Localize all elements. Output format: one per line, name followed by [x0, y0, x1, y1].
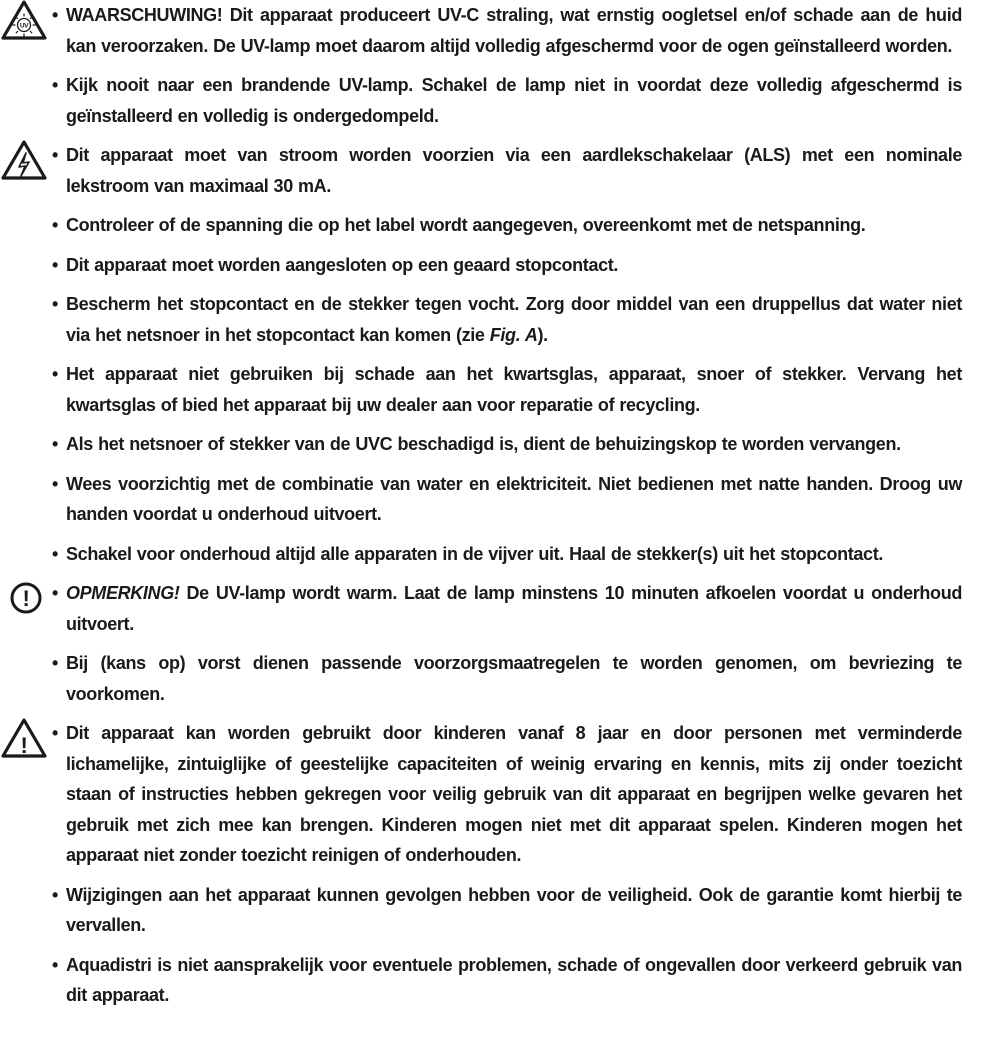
bullet-icon: •	[52, 215, 58, 235]
caution-icon-label: !	[20, 733, 28, 758]
emphasis-text: Fig. A	[489, 324, 538, 345]
note-icon	[0, 576, 48, 620]
item-text: Aquadistri is niet aansprakelijk voor eventuele problemen, schade of ongevallen door verkeerd gebruik van dit apparaat.	[66, 954, 962, 1005]
safety-item	[0, 880, 970, 941]
safety-item	[0, 210, 970, 241]
item-text: WAARSCHUWING! Dit apparaat produceert UV-C straling, wat ernstig oogletsel en/of schade aan de huid kan veroorzaken. De UV-lamp moet daarom altijd volledig afgeschermd voor de ogen geïnstalleerd worden.	[66, 5, 962, 56]
item-text: Dit apparaat kan worden gebruikt door kinderen vanaf 8 jaar en door personen met verminderde lichamelijke, zintuiglijke of geestelijke capaciteiten of weinig ervaring en kennis, mits zij onder toezicht staan of instructies hebben gekregen voor veilig gebruik van dit apparaat en begrijpen welke gevaren het gebruik met zich mee kan brengen. Kinderen mogen niet met dit apparaat spelen. Kinderen mogen het apparaat niet zonder toezicht reinigen of onderhouden.	[66, 723, 962, 865]
safety-item	[0, 469, 970, 530]
bullet-icon: •	[52, 954, 58, 975]
safety-item	[0, 578, 970, 639]
bullet-icon: •	[52, 434, 58, 454]
item-text: Als het netsnoer of stekker van de UVC beschadigd is, dient de behuizingskop te worden vervangen.	[66, 434, 901, 454]
safety-item	[0, 950, 970, 1011]
bullet-icon: •	[52, 723, 58, 743]
bullet-icon: •	[52, 75, 58, 95]
uv-icon-label: UV	[19, 22, 29, 30]
note-icon-label: !	[22, 586, 30, 611]
item-text: Dit apparaat moet van stroom worden voorzien via een aardlekschakelaar (ALS) met een nominale lekstroom van maximaal 30 mA.	[66, 145, 962, 196]
item-text: Kijk nooit naar een brandende UV-lamp. Schakel de lamp niet in voordat deze volledig afgeschermd is geïnstalleerd en volledig is ondergedompeld.	[66, 75, 962, 126]
item-text: Dit apparaat moet worden aangesloten op een geaard stopcontact.	[66, 254, 619, 275]
item-text: ).	[537, 324, 548, 345]
caution-icon	[0, 716, 48, 760]
item-text: Wijzigingen aan het apparaat kunnen gevolgen hebben voor de veiligheid. Ook de garantie komt hierbij te vervallen.	[66, 884, 962, 935]
electrical-hazard-icon	[0, 138, 48, 182]
safety-item	[0, 0, 970, 61]
safety-item	[0, 250, 970, 281]
bullet-icon: •	[52, 5, 58, 25]
uv-warning-icon	[0, 0, 48, 42]
safety-item	[0, 70, 970, 131]
item-text: De UV-lamp wordt warm. Laat de lamp minstens 10 minuten afkoelen voordat u onderhoud uitvoert.	[66, 583, 962, 634]
item-text: Controleer of de spanning die op het label wordt aangegeven, overeenkomt met de netspanning.	[66, 215, 866, 235]
safety-item	[0, 429, 970, 460]
safety-item	[0, 648, 970, 709]
item-text: Wees voorzichtig met de combinatie van water en elektriciteit. Niet bedienen met natte handen. Droog uw handen voordat u onderhoud uitvoert.	[66, 473, 962, 524]
safety-item	[0, 289, 970, 350]
item-text: Bij (kans op) vorst dienen passende voorzorgsmaatregelen te worden genomen, om bevriezing te voorkomen.	[66, 653, 962, 704]
item-text: Bescherm het stopcontact en de stekker tegen vocht. Zorg door middel van een druppellus dat water niet via het netsnoer in het stopcontact kan komen (zie	[66, 294, 962, 345]
safety-item	[0, 359, 970, 420]
bullet-icon: •	[52, 364, 58, 384]
bullet-icon: •	[52, 294, 58, 314]
bullet-icon: •	[52, 884, 58, 905]
bullet-icon: •	[52, 254, 58, 275]
emphasis-text: OPMERKING!	[66, 583, 180, 603]
bullet-icon: •	[52, 145, 58, 165]
safety-item	[0, 539, 970, 570]
bullet-icon: •	[52, 543, 58, 564]
item-text: Schakel voor onderhoud altijd alle apparaten in de vijver uit. Haal de stekker(s) uit het stopcontact.	[66, 543, 884, 564]
safety-item	[0, 140, 970, 201]
safety-item	[0, 718, 970, 871]
bullet-icon: •	[52, 653, 58, 673]
bullet-icon: •	[52, 583, 58, 603]
item-text: Het apparaat niet gebruiken bij schade aan het kwartsglas, apparaat, snoer of stekker. Vervang het kwartsglas of bied het apparaat bij uw dealer aan voor reparatie of recycling.	[66, 364, 962, 415]
bullet-icon: •	[52, 473, 58, 494]
